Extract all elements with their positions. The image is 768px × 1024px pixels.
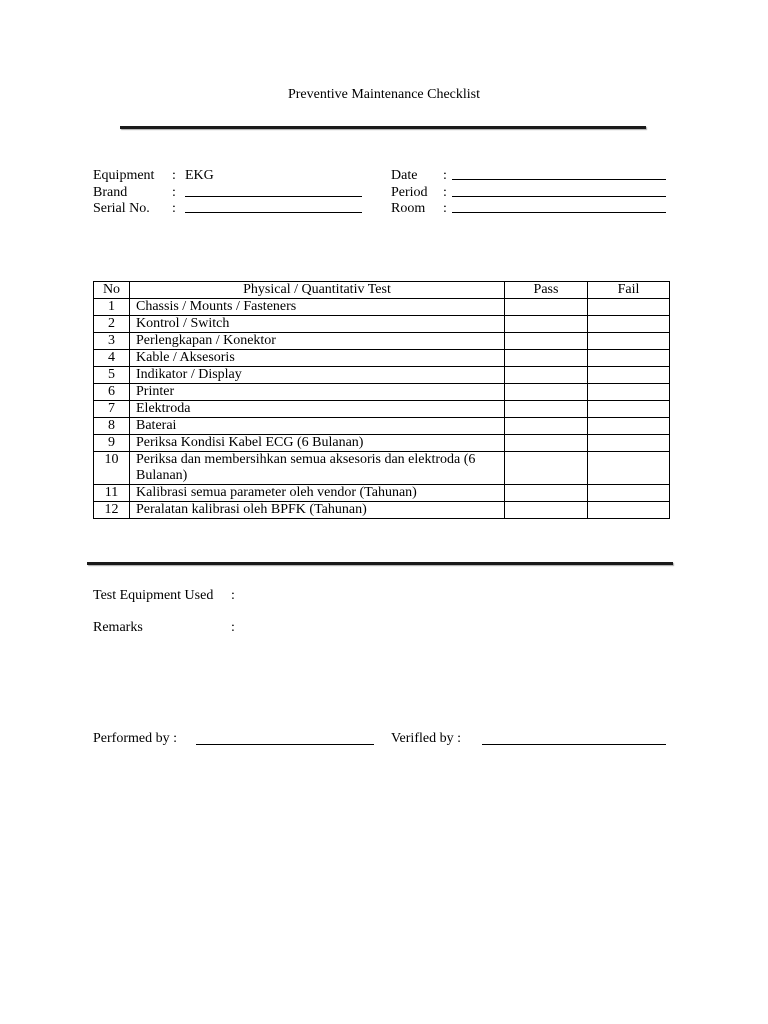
row-pass-cell[interactable] <box>505 485 588 502</box>
row-test-name: Periksa Kondisi Kabel ECG (6 Bulanan) <box>130 435 505 452</box>
header-fail: Fail <box>588 282 670 299</box>
brand-colon: : <box>172 185 176 200</box>
row-number: 8 <box>94 418 130 435</box>
row-number: 12 <box>94 502 130 519</box>
row-test-name: Elektroda <box>130 401 505 418</box>
row-pass-cell[interactable] <box>505 401 588 418</box>
checklist-table <box>93 281 670 519</box>
header-no: No <box>94 282 130 299</box>
brand-label: Brand <box>93 185 128 200</box>
row-number: 7 <box>94 401 130 418</box>
info-equipment-row <box>93 167 373 184</box>
info-date-row <box>391 167 671 184</box>
row-test-name: Printer <box>130 384 505 401</box>
table-row <box>94 452 670 485</box>
row-pass-cell[interactable] <box>505 418 588 435</box>
table-row <box>94 316 670 333</box>
remarks-colon: : <box>231 620 235 635</box>
row-test-name: Perlengkapan / Konektor <box>130 333 505 350</box>
row-test-name: Kontrol / Switch <box>130 316 505 333</box>
period-label: Period <box>391 185 428 200</box>
row-test-name: Kable / Aksesoris <box>130 350 505 367</box>
row-pass-cell[interactable] <box>505 384 588 401</box>
serial-colon: : <box>172 201 176 216</box>
serial-field[interactable] <box>185 212 362 213</box>
room-label: Room <box>391 201 426 216</box>
row-fail-cell[interactable] <box>588 299 670 316</box>
row-fail-cell[interactable] <box>588 418 670 435</box>
row-test-name: Chassis / Mounts / Fasteners <box>130 299 505 316</box>
row-number: 5 <box>94 367 130 384</box>
row-pass-cell[interactable] <box>505 435 588 452</box>
row-number: 1 <box>94 299 130 316</box>
table-row <box>94 401 670 418</box>
table-row <box>94 502 670 519</box>
equipment-colon: : <box>172 168 176 183</box>
row-number: 2 <box>94 316 130 333</box>
row-number: 11 <box>94 485 130 502</box>
brand-field[interactable] <box>185 196 362 197</box>
header-test: Physical / Quantitativ Test <box>130 282 505 299</box>
title-divider <box>120 126 646 129</box>
row-fail-cell[interactable] <box>588 401 670 418</box>
table-row <box>94 435 670 452</box>
row-fail-cell[interactable] <box>588 316 670 333</box>
date-label: Date <box>391 168 418 183</box>
row-number: 10 <box>94 452 130 485</box>
table-body <box>94 299 670 519</box>
date-field[interactable] <box>452 179 666 180</box>
table-row <box>94 333 670 350</box>
row-fail-cell[interactable] <box>588 367 670 384</box>
equipment-value[interactable]: EKG <box>185 168 214 183</box>
verified-by-label: Verifled by : <box>391 731 461 746</box>
row-number: 3 <box>94 333 130 350</box>
row-test-name: Kalibrasi semua parameter oleh vendor (Tahunan) <box>130 485 505 502</box>
row-number: 9 <box>94 435 130 452</box>
row-test-name: Baterai <box>130 418 505 435</box>
info-room-row <box>391 200 671 217</box>
section-divider <box>87 562 673 565</box>
document-title: Preventive Maintenance Checklist <box>287 87 481 102</box>
row-fail-cell[interactable] <box>588 350 670 367</box>
date-colon: : <box>443 168 447 183</box>
table-row <box>94 299 670 316</box>
row-pass-cell[interactable] <box>505 367 588 384</box>
table-row <box>94 350 670 367</box>
remarks-label: Remarks <box>93 620 143 635</box>
row-test-name: Periksa dan membersihkan semua aksesoris dan elektroda (6 Bulanan) <box>130 452 505 485</box>
header-pass: Pass <box>505 282 588 299</box>
row-fail-cell[interactable] <box>588 452 670 485</box>
info-period-row <box>391 184 671 201</box>
room-field[interactable] <box>452 212 666 213</box>
row-test-name: Peralatan kalibrasi oleh BPFK (Tahunan) <box>130 502 505 519</box>
serial-label: Serial No. <box>93 201 150 216</box>
room-colon: : <box>443 201 447 216</box>
row-pass-cell[interactable] <box>505 452 588 485</box>
table-row <box>94 384 670 401</box>
row-pass-cell[interactable] <box>505 299 588 316</box>
verified-by-field[interactable] <box>482 744 666 745</box>
row-fail-cell[interactable] <box>588 333 670 350</box>
row-fail-cell[interactable] <box>588 384 670 401</box>
row-pass-cell[interactable] <box>505 350 588 367</box>
table-header-row <box>94 282 670 299</box>
row-number: 4 <box>94 350 130 367</box>
test-equipment-label: Test Equipment Used <box>93 588 214 603</box>
info-brand-row <box>93 184 373 201</box>
period-colon: : <box>443 185 447 200</box>
row-fail-cell[interactable] <box>588 485 670 502</box>
period-field[interactable] <box>452 196 666 197</box>
row-test-name: Indikator / Display <box>130 367 505 384</box>
row-pass-cell[interactable] <box>505 502 588 519</box>
performed-by-field[interactable] <box>196 744 374 745</box>
table-row <box>94 485 670 502</box>
row-fail-cell[interactable] <box>588 502 670 519</box>
row-pass-cell[interactable] <box>505 333 588 350</box>
info-serial-row <box>93 200 373 217</box>
table-row <box>94 367 670 384</box>
equipment-label: Equipment <box>93 168 155 183</box>
row-number: 6 <box>94 384 130 401</box>
row-fail-cell[interactable] <box>588 435 670 452</box>
table-row <box>94 418 670 435</box>
performed-by-label: Performed by : <box>93 731 177 746</box>
test-equipment-colon: : <box>231 588 235 603</box>
row-pass-cell[interactable] <box>505 316 588 333</box>
